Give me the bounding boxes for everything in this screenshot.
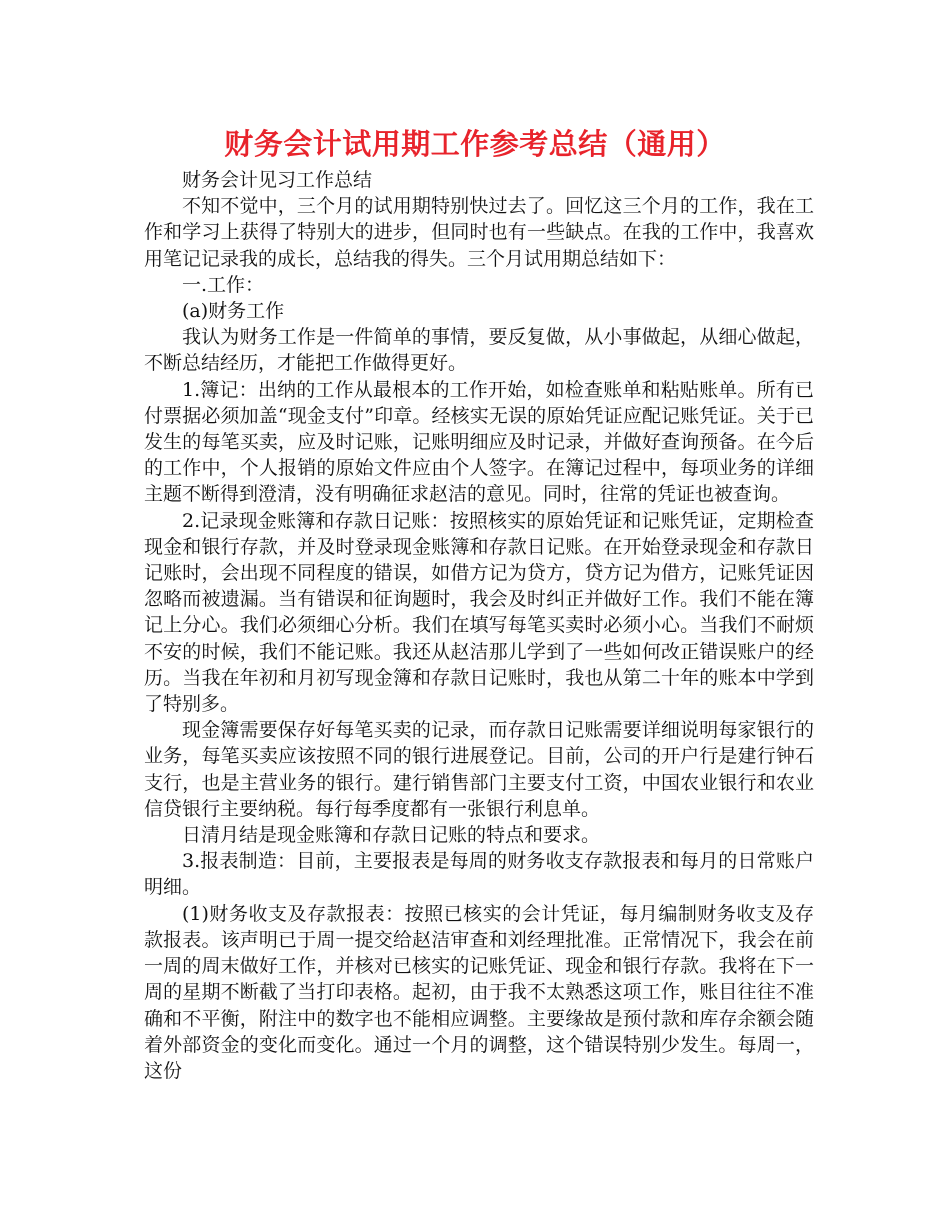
paragraph-subtitle: 财务会计见习工作总结 [182, 169, 373, 191]
paragraph-daily-settlement: 日清月结是现金账簿和存款日记账的特点和要求。 [182, 824, 601, 847]
document-body [144, 167, 814, 1084]
paragraph-reports: 3.报表制造：目前，主要报表是每周的财务收支存款报表和每月的日常账户明细。 [144, 850, 814, 899]
paragraph-cash-book: 现金簿需要保存好每笔买卖的记录，而存款日记账需要详细说明每家银行的业务，每笔买卖应该按照不同的银行进展登记。目前，公司的开户行是建行钟石支行，也是主营业务的银行。建行销售部门主要支付工资，中国农业银行和农业信贷银行主要纳税。每行每季度都有一张银行利息单。 [144, 719, 814, 820]
paragraph-cash-journal: 2.记录现金账簿和存款日记账：按照核实的原始凭证和记账凭证，定期检查现金和银行存款，并及时登录现金账簿和存款日记账。在开始登录现金和存款日记账时，会出现不同程度的错误，如借方记为贷方，贷方记为借方，记账凭证因忽略而被遗漏。当有错误和征询题时，我会及时纠正并做好工作。我们不能在簿记上分心。我们必须细心分析。我们在填写每笔买卖时必须小心。当我们不耐烦不安的时候，我们不能记账。我还从赵洁那儿学到了一些如何改正错误账户的经历。当我在年初和月初写现金簿和存款日记账时，我也从第二十年的账本中学到了特别多。 [144, 509, 814, 716]
paragraph-intro: 不知不觉中，三个月的试用期特别快过去了。回忆这三个月的工作，我在工作和学习上获得了特别大的进步，但同时也有一些缺点。在我的工作中，我喜欢用笔记记录我的成长，总结我的得失。三个月试用期总结如下： [144, 195, 814, 270]
paragraph-weekly-report: (1)财务收支及存款报表：按照已核实的会计凭证，每月编制财务收支及存款报表。该声明已于周一提交给赵洁审查和刘经理批准。正常情况下，我会在前一周的周末做好工作，并核对已核实的记账凭证、现金和银行存款。我将在下一周的星期不断截了当打印表格。起初，由于我不太熟悉这项工作，账目往往不准确和不平衡，附注中的数字也不能相应调整。主要缘故是预付款和库存余额会随着外部资金的变化而变化。通过一个月的调整，这个错误特别少发生。每周一，这份 [144, 902, 814, 1082]
subsection-heading-finance: (a)财务工作 [182, 300, 285, 323]
document-title: 财务会计试用期工作参考总结（通用） [224, 127, 726, 161]
section-heading-work: 一.工作： [182, 273, 265, 296]
paragraph-bookkeeping: 1.簿记：出纳的工作从最根本的工作开始，如检查账单和粘贴账单。所有已付票据必须加盖“现金支付”印章。经核实无误的原始凭证应配记账凭证。关于已发生的每笔买卖，应及时记账，记账明细应及时记录，并做好查询预备。在今后的工作中，个人报销的原始文件应由个人签字。在簿记过程中，每项业务的详细主题不断得到澄清，没有明确征求赵洁的意见。同时，往常的凭证也被查询。 [144, 378, 814, 506]
paragraph-finance-view: 我认为财务工作是一件简单的事情，要反复做，从小事做起，从细心做起，不断总结经历，才能把工作做得更好。 [144, 326, 814, 375]
